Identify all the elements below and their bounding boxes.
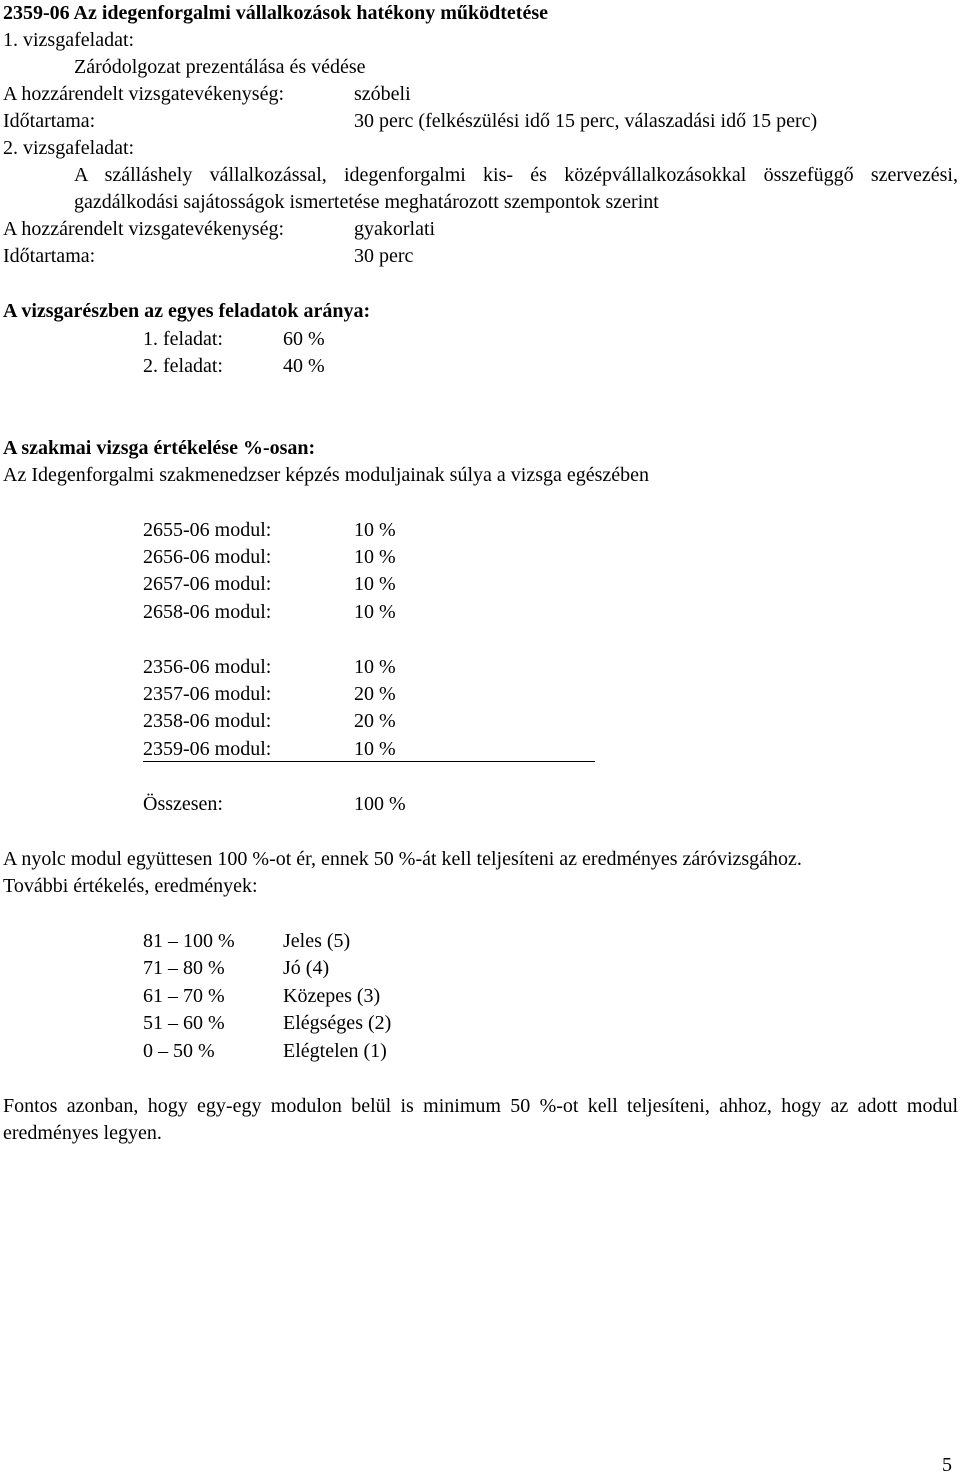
total-label: Összesen: [143, 793, 223, 815]
ratio-heading: A vizsgarészben az egyes feladatok aránya: [3, 300, 371, 322]
module-value: 10 % [354, 738, 396, 760]
page-number: 5 [942, 1454, 952, 1476]
further-heading: További értékelés, eredmények: [3, 875, 258, 897]
ratio-row-label: 2. feladat: [143, 355, 223, 377]
task1-activity-label: A hozzárendelt vizsgatevékenység: [3, 83, 284, 105]
grade-range: 61 – 70 % [143, 985, 225, 1007]
module-label: 2357-06 modul: [143, 683, 272, 705]
module-value: 10 % [354, 601, 396, 623]
module-value: 10 % [354, 656, 396, 678]
module-value: 10 % [354, 546, 396, 568]
module-label: 2359-06 modul: [143, 738, 272, 760]
grade-range: 51 – 60 % [143, 1012, 225, 1034]
module-label: 2656-06 modul: [143, 546, 272, 568]
task2-duration-label: Időtartama: [3, 245, 96, 267]
evaluation-heading: A szakmai vizsga értékelése %-osan: [3, 437, 316, 459]
footer-note: Fontos azonban, hogy egy-egy modulon belül is minimum 50 %-ot kell teljesíteni, ahhoz, hogy az adott modul eredményes legyen. [3, 1095, 958, 1144]
module-value: 20 % [354, 683, 396, 705]
grade-name: Jó (4) [283, 957, 330, 979]
task1-duration-label: Időtartama: [3, 110, 96, 132]
ratio-row-value: 40 % [283, 355, 325, 377]
task1-duration-value: 30 perc (felkészülési idő 15 perc, válaszadási idő 15 perc) [354, 110, 818, 132]
total-value: 100 % [354, 793, 406, 815]
ratio-row-label: 1. feladat: [143, 328, 223, 350]
page-title: 2359-06 Az idegenforgalmi vállalkozások hatékony működtetése [3, 2, 548, 24]
module-row-underlined [143, 736, 595, 763]
module-value: 20 % [354, 710, 396, 732]
task2-duration-value: 30 perc [354, 245, 414, 267]
task1-heading: 1. vizsgafeladat: [3, 29, 135, 51]
grade-name: Közepes (3) [283, 985, 381, 1007]
module-value: 10 % [354, 573, 396, 595]
evaluation-intro: Az Idegenforgalmi szakmenedzser képzés moduljainak súlya a vizsga egészében [3, 464, 650, 486]
grade-range: 81 – 100 % [143, 930, 235, 952]
grade-name: Elégtelen (1) [283, 1040, 387, 1062]
module-label: 2356-06 modul: [143, 656, 272, 678]
grade-name: Jeles (5) [283, 930, 351, 952]
task1-description: Záródolgozat prezentálása és védése [74, 56, 366, 78]
module-value: 10 % [354, 519, 396, 541]
module-label: 2655-06 modul: [143, 519, 272, 541]
module-label: 2358-06 modul: [143, 710, 272, 732]
task2-heading: 2. vizsgafeladat: [3, 137, 135, 159]
evaluation-note: A nyolc modul együttesen 100 %-ot ér, ennek 50 %-át kell teljesíteni az eredményes záróvizsgához. [3, 848, 802, 870]
grade-name: Elégséges (2) [283, 1012, 392, 1034]
task1-activity-value: szóbeli [354, 83, 411, 105]
ratio-row-value: 60 % [283, 328, 325, 350]
module-label: 2658-06 modul: [143, 601, 272, 623]
grade-range: 0 – 50 % [143, 1040, 215, 1062]
module-label: 2657-06 modul: [143, 573, 272, 595]
task2-activity-value: gyakorlati [354, 218, 436, 240]
task2-description: A szálláshely vállalkozással, idegenforgalmi kis- és középvállalkozásokkal összefüggő szervezési, gazdálkodási sajátosságok ismertetése meghatározott szempontok szerint [74, 164, 958, 213]
task2-activity-label: A hozzárendelt vizsgatevékenység: [3, 218, 284, 240]
grade-range: 71 – 80 % [143, 957, 225, 979]
